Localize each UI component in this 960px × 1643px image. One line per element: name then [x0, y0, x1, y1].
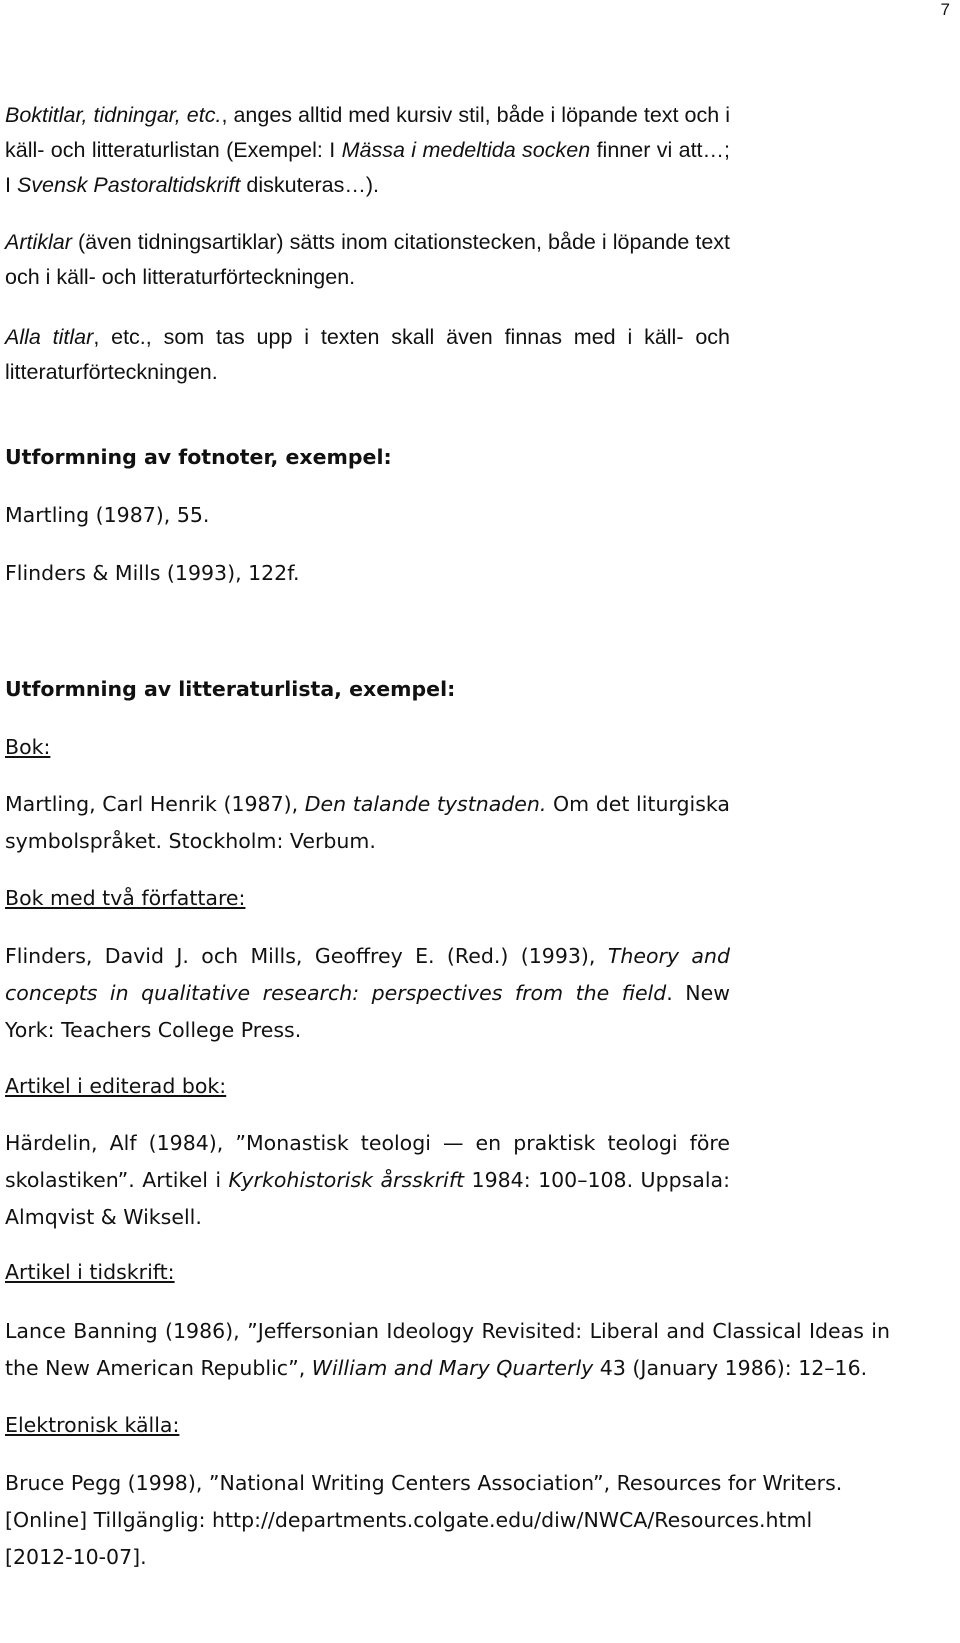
entry-book [5, 786, 730, 860]
entry-text [5, 1313, 890, 1387]
italic-title: William and Mary Quarterly [311, 1356, 594, 1380]
entry-journal [5, 1313, 890, 1387]
subheading-text: Bok: [5, 735, 51, 759]
paragraph-text [5, 320, 730, 390]
footnote-example [5, 558, 730, 588]
paragraph-all-titles [5, 320, 730, 390]
footnote-example-text: Martling (1987), 55. [5, 503, 210, 527]
entry-text [5, 1465, 865, 1576]
entry-text [5, 938, 730, 1049]
italic-title: Theory and concepts in qualitative research: perspectives from the field [5, 944, 730, 1005]
italic-term: Boktitlar, tidningar, etc. [5, 103, 222, 127]
footnotes-heading-block [5, 442, 730, 472]
text-span: 43 (January 1986): 12–16. [593, 1356, 868, 1380]
text-span: 1984: 100–108. Uppsala: Almqvist & Wiksell. [5, 1168, 730, 1229]
paragraph-text [5, 98, 730, 203]
subheading-book [5, 732, 730, 762]
footnote-example-text: Flinders & Mills (1993), 122f. [5, 561, 300, 585]
subheading-journal [5, 1257, 730, 1287]
footnote-example [5, 500, 730, 530]
text-span: Flinders, David J. och Mills, Geoffrey E. (Red.) (1993), [5, 944, 608, 968]
entry-two-authors [5, 938, 730, 1049]
subheading-edited-book [5, 1071, 730, 1101]
text-span: diskuteras…). [240, 173, 380, 197]
italic-title: Mässa i medeltida socken [341, 138, 591, 162]
italic-title: Den talande tystnaden. [304, 792, 547, 816]
text-span: Martling, Carl Henrik (1987), [5, 792, 305, 816]
entry-electronic [5, 1465, 865, 1576]
subheading-two-authors [5, 883, 730, 913]
text-span: , anges alltid med kursiv stil, både i löpande text och i käll- och litteraturlistan (Exempel: I [5, 103, 731, 162]
subheading-text: Artikel i editerad bok: [5, 1074, 227, 1098]
bibliography-heading-block [5, 674, 730, 704]
subheading-text: Elektronisk källa: [5, 1413, 180, 1437]
italic-title: Kyrkohistorisk årsskrift [228, 1168, 465, 1192]
subheading-text: Bok med två författare: [5, 886, 246, 910]
text-span: Lance Banning (1986), ”Jeffersonian Ideology Revisited: Liberal and Classical Ideas in the New American Republic”, [5, 1319, 890, 1380]
paragraph-book-titles [5, 98, 730, 203]
bibliography-heading: Utformning av litteraturlista, exempel: [5, 677, 456, 701]
text-span: . New York: Teachers College Press. [5, 981, 731, 1042]
footnotes-heading: Utformning av fotnoter, exempel: [5, 445, 392, 469]
italic-title: Svensk Pastoraltidskrift [16, 173, 241, 197]
subheading-electronic [5, 1410, 730, 1440]
text-span: (även tidningsartiklar) sätts inom citationstecken, både i löpande text och i käll- och litteraturförteckningen. [5, 230, 730, 289]
italic-term: Artiklar [5, 230, 72, 254]
text-span: Bruce Pegg (1998), ”National Writing Centers Association”, Resources for Writers. [Online] Tillgänglig: http://departments.colgate.edu/diw/NWCA/Resources.html [2012-10-07]. [5, 1471, 843, 1569]
text-span: Härdelin, Alf (1984), ”Monastisk teologi — en praktisk teologi före skolastiken”. Artikel i [5, 1131, 730, 1192]
text-span: , etc., som tas upp i texten skall även finnas med i käll- och litteraturförteckningen. [5, 325, 730, 384]
page-number: 7 [940, 0, 950, 19]
entry-edited-book [5, 1125, 730, 1236]
entry-text [5, 1125, 730, 1236]
subheading-text: Artikel i tidskrift: [5, 1260, 175, 1284]
text-span: finner vi att…; I [5, 138, 731, 197]
paragraph-articles [5, 225, 730, 295]
entry-text [5, 786, 730, 860]
italic-term: Alla titlar [5, 325, 94, 349]
text-span: Om det liturgiska symbolspråket. Stockholm: Verbum. [5, 792, 730, 853]
paragraph-text [5, 225, 730, 295]
